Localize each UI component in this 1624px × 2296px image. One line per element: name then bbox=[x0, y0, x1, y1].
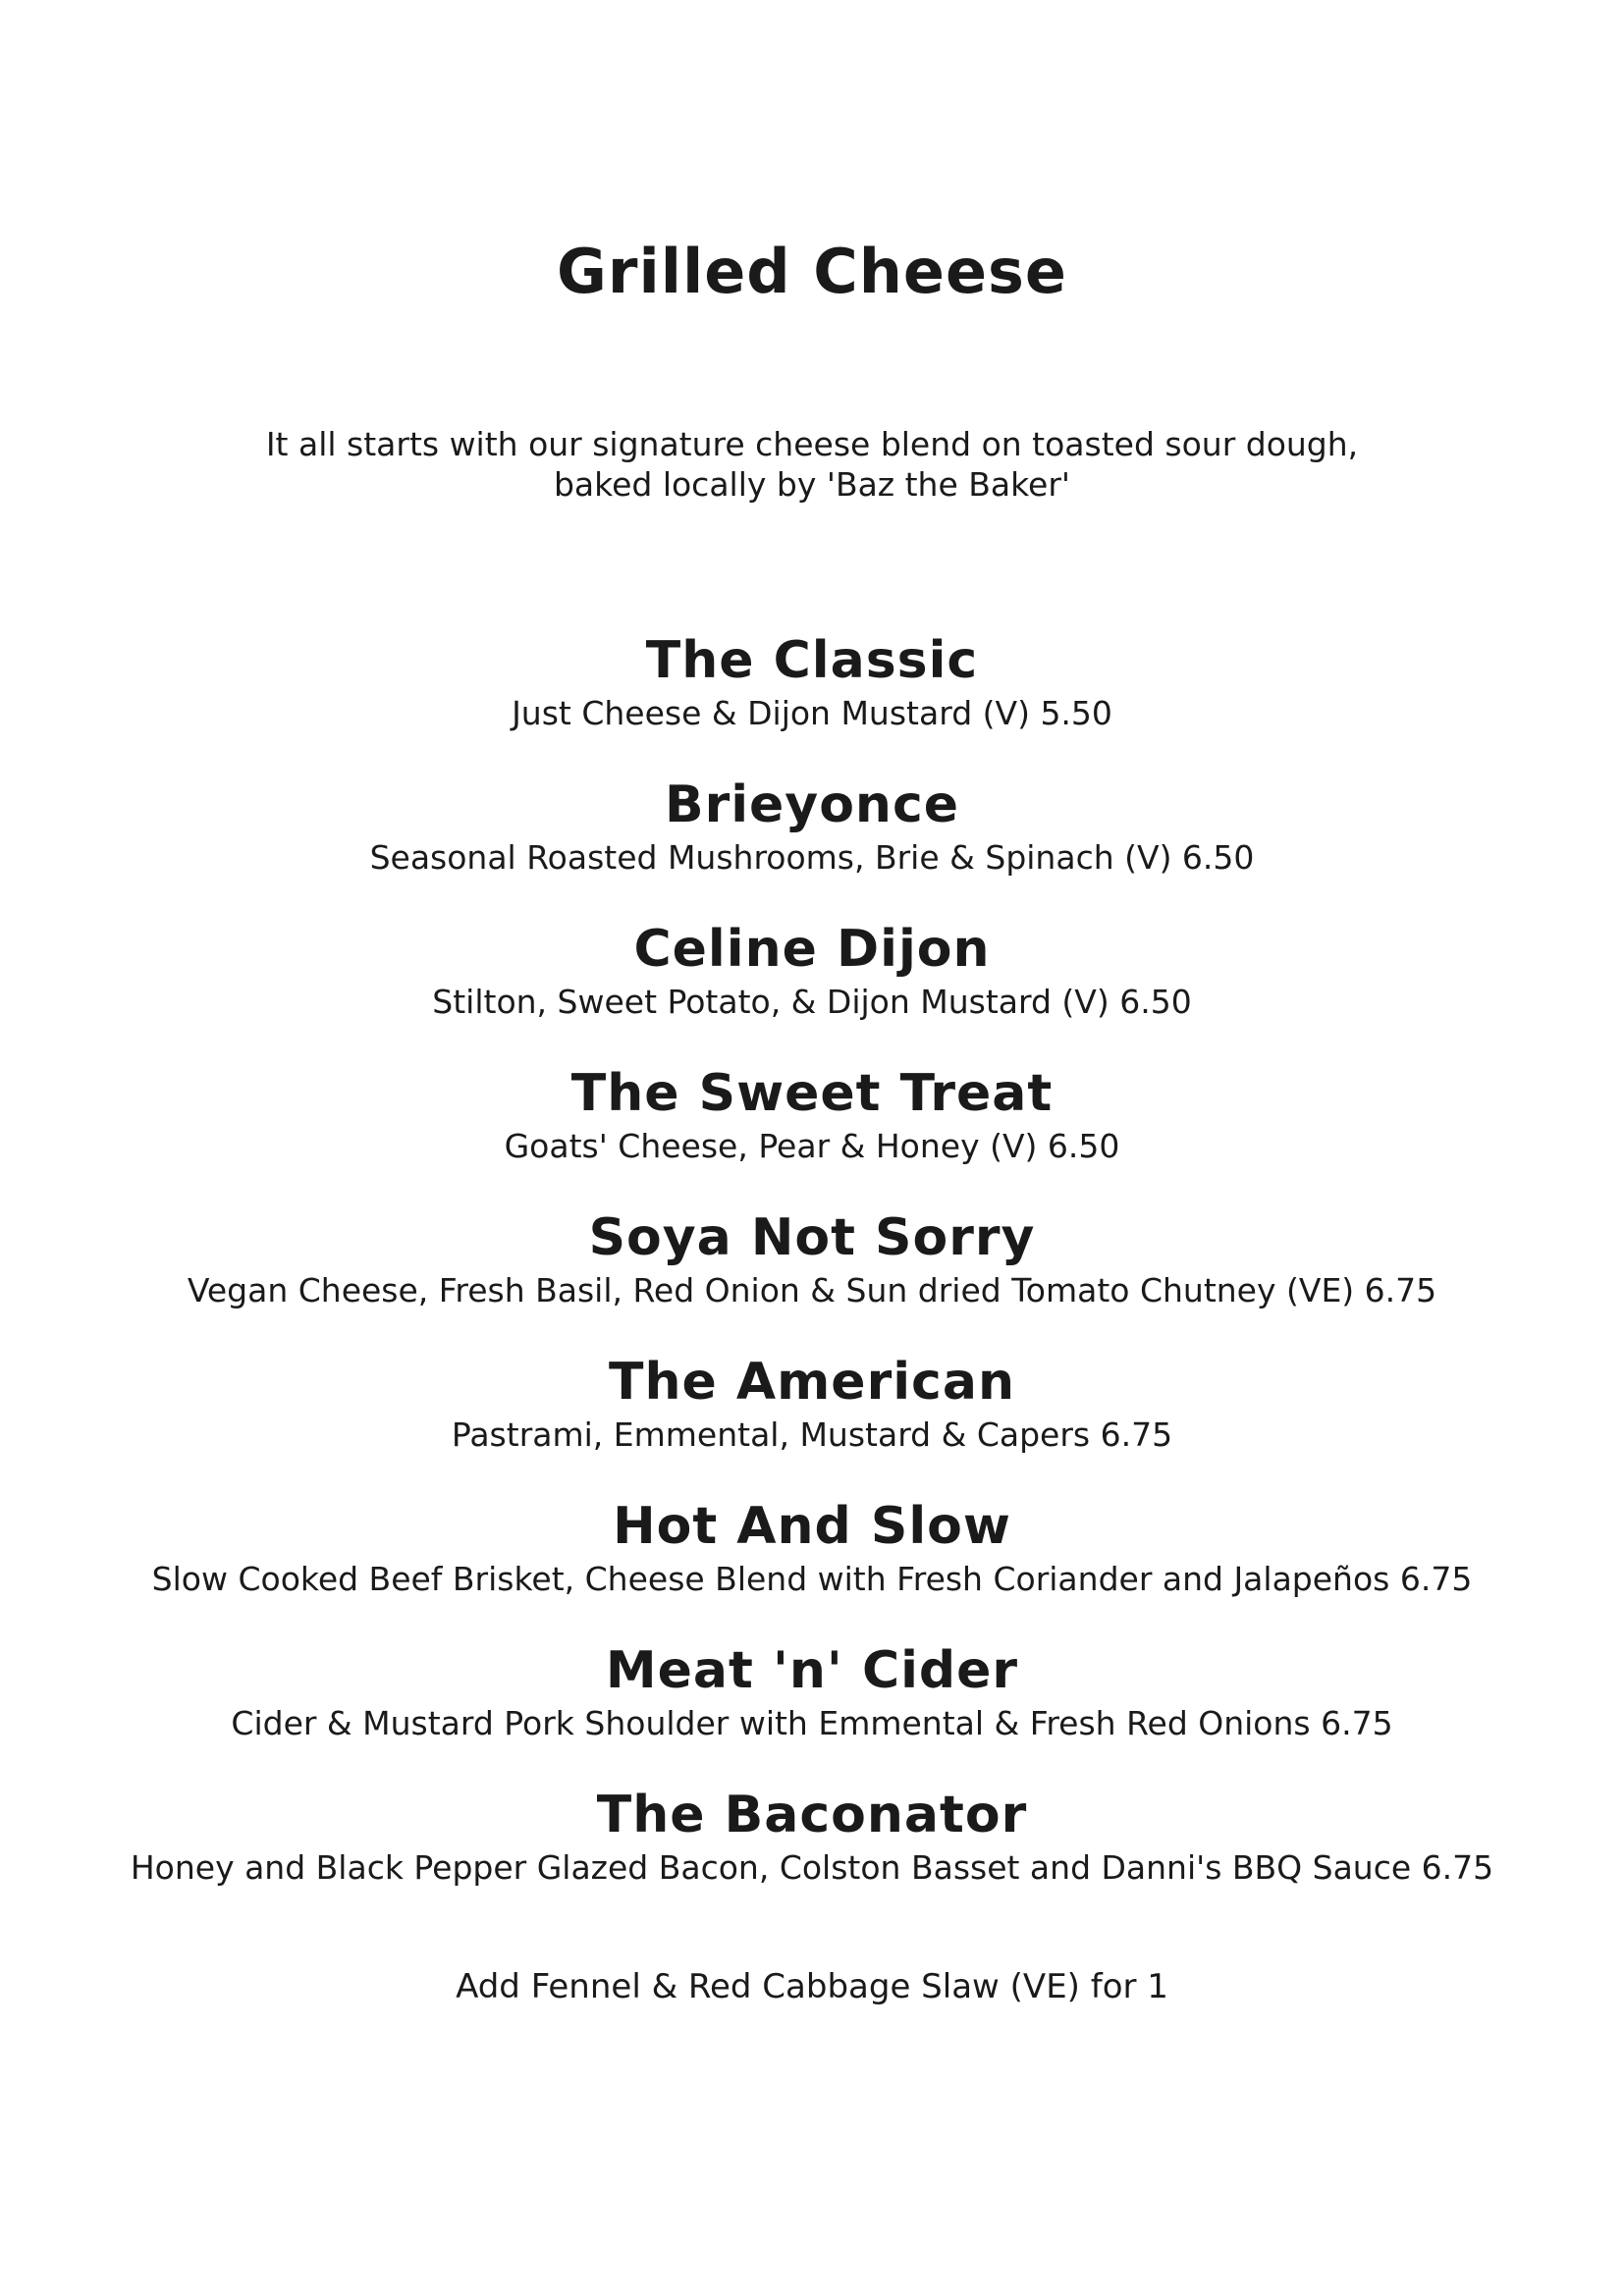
menu-item-brieyonce bbox=[0, 773, 1624, 917]
item-description: Goats' Cheese, Pear & Honey (V) 6.50 bbox=[504, 1127, 1120, 1165]
item-name: Soya Not Sorry bbox=[588, 1208, 1036, 1267]
menu-item-hot-and-slow bbox=[0, 1494, 1624, 1638]
item-name: The Baconator bbox=[596, 1786, 1028, 1844]
menu-title: Grilled Cheese bbox=[557, 236, 1067, 307]
item-description: Cider & Mustard Pork Shoulder with Emmental & Fresh Red Onions 6.75 bbox=[231, 1704, 1393, 1742]
item-description: Slow Cooked Beef Brisket, Cheese Blend with Fresh Coriander and Jalapeños 6.75 bbox=[151, 1560, 1473, 1598]
menu-intro bbox=[0, 424, 1624, 505]
menu-item-the-american bbox=[0, 1350, 1624, 1494]
menu-item-the-classic bbox=[0, 628, 1624, 773]
item-name: Meat 'n' Cider bbox=[605, 1641, 1019, 1700]
item-description: Stilton, Sweet Potato, & Dijon Mustard (V) 6.50 bbox=[432, 983, 1192, 1021]
item-name: Celine Dijon bbox=[633, 920, 991, 979]
intro-line-1: It all starts with our signature cheese blend on toasted sour dough, bbox=[265, 425, 1359, 463]
menu-item-soya-not-sorry bbox=[0, 1205, 1624, 1350]
menu-footer-note: Add Fennel & Red Cabbage Slaw (VE) for 1 bbox=[456, 1967, 1168, 2006]
menu-item-the-baconator bbox=[0, 1783, 1624, 1927]
item-description: Just Cheese & Dijon Mustard (V) 5.50 bbox=[512, 694, 1112, 732]
item-name: The American bbox=[609, 1353, 1015, 1412]
item-name: The Classic bbox=[645, 631, 979, 690]
item-name: Brieyonce bbox=[664, 775, 960, 834]
menu-items bbox=[0, 628, 1624, 1927]
item-description: Vegan Cheese, Fresh Basil, Red Onion & Sun dried Tomato Chutney (VE) 6.75 bbox=[187, 1271, 1437, 1309]
item-name: The Sweet Treat bbox=[570, 1064, 1054, 1123]
menu-item-celine-dijon bbox=[0, 917, 1624, 1061]
item-description: Seasonal Roasted Mushrooms, Brie & Spinach (V) 6.50 bbox=[369, 838, 1255, 877]
menu-item-meat-n-cider bbox=[0, 1638, 1624, 1783]
item-description: Pastrami, Emmental, Mustard & Capers 6.75 bbox=[451, 1415, 1173, 1454]
item-description: Honey and Black Pepper Glazed Bacon, Colston Basset and Danni's BBQ Sauce 6.75 bbox=[130, 1848, 1494, 1887]
menu-item-the-sweet-treat bbox=[0, 1061, 1624, 1205]
intro-line-2: baked locally by 'Baz the Baker' bbox=[553, 465, 1071, 504]
item-name: Hot And Slow bbox=[613, 1497, 1011, 1556]
